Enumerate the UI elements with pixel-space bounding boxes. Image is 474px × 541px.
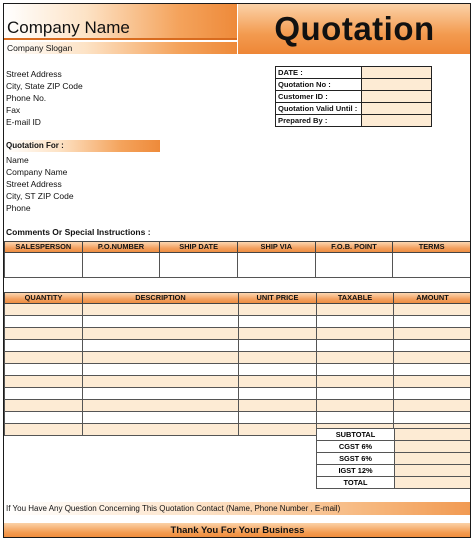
unit-price-cell[interactable] bbox=[239, 304, 317, 316]
company-phone: Phone No. bbox=[6, 93, 47, 103]
company-city-state-zip: City, State ZIP Code bbox=[6, 81, 83, 91]
shipping-row bbox=[5, 253, 471, 278]
total-value[interactable] bbox=[395, 477, 471, 489]
quotation-sheet bbox=[3, 3, 471, 538]
quantity-cell[interactable] bbox=[5, 328, 83, 340]
meta-label: Quotation Valid Until : bbox=[276, 103, 362, 115]
prepared-by-field[interactable] bbox=[362, 115, 432, 127]
quotation-meta-table bbox=[275, 66, 432, 127]
item-row bbox=[5, 340, 472, 352]
quantity-cell[interactable] bbox=[5, 412, 83, 424]
company-email: E-mail ID bbox=[6, 117, 41, 127]
unit-price-header: UNIT PRICE bbox=[239, 293, 317, 304]
amount-cell[interactable] bbox=[394, 316, 472, 328]
po-number-cell[interactable] bbox=[82, 253, 160, 278]
customer-company-name: Company Name bbox=[6, 167, 68, 177]
amount-cell[interactable] bbox=[394, 412, 472, 424]
unit-price-cell[interactable] bbox=[239, 412, 317, 424]
quotation-no-field[interactable] bbox=[362, 79, 432, 91]
item-row bbox=[5, 352, 472, 364]
description-cell[interactable] bbox=[83, 376, 239, 388]
item-row bbox=[5, 388, 472, 400]
taxable-cell[interactable] bbox=[317, 400, 394, 412]
item-row bbox=[5, 412, 472, 424]
company-name-bar bbox=[4, 4, 237, 40]
quantity-cell[interactable] bbox=[5, 376, 83, 388]
customer-phone: Phone bbox=[6, 203, 31, 213]
quantity-cell[interactable] bbox=[5, 316, 83, 328]
unit-price-cell[interactable] bbox=[239, 388, 317, 400]
customer-name: Name bbox=[6, 155, 29, 165]
ship-date-cell[interactable] bbox=[160, 253, 238, 278]
taxable-cell[interactable] bbox=[317, 316, 394, 328]
amount-header: AMOUNT bbox=[394, 293, 472, 304]
totals-row bbox=[317, 441, 471, 453]
ship-via-header: SHIP VIA bbox=[237, 242, 315, 253]
meta-row bbox=[276, 67, 432, 79]
quantity-cell[interactable] bbox=[5, 304, 83, 316]
description-cell[interactable] bbox=[83, 412, 239, 424]
quantity-cell[interactable] bbox=[5, 364, 83, 376]
unit-price-cell[interactable] bbox=[239, 340, 317, 352]
company-slogan: Company Slogan bbox=[7, 43, 73, 53]
unit-price-cell[interactable] bbox=[239, 400, 317, 412]
item-row bbox=[5, 376, 472, 388]
description-cell[interactable] bbox=[83, 328, 239, 340]
company-name: Company Name bbox=[7, 18, 130, 37]
taxable-cell[interactable] bbox=[317, 412, 394, 424]
item-row bbox=[5, 316, 472, 328]
description-cell[interactable] bbox=[83, 400, 239, 412]
amount-cell[interactable] bbox=[394, 304, 472, 316]
subtotal-label: SUBTOTAL bbox=[317, 429, 395, 441]
contact-bar bbox=[4, 502, 471, 515]
amount-cell[interactable] bbox=[394, 400, 472, 412]
quantity-cell[interactable] bbox=[5, 424, 83, 436]
shipping-header-row bbox=[5, 242, 471, 253]
taxable-cell[interactable] bbox=[317, 304, 394, 316]
document-title: Quotation bbox=[274, 10, 435, 47]
meta-row bbox=[276, 79, 432, 91]
contact-note: If You Have Any Question Concerning This Quotation Contact (Name, Phone Number , E-mail) bbox=[6, 504, 341, 513]
sgst-label: SGST 6% bbox=[317, 453, 395, 465]
taxable-header: TAXABLE bbox=[317, 293, 394, 304]
valid-until-field[interactable] bbox=[362, 103, 432, 115]
line-items-table bbox=[4, 292, 471, 436]
quotation-for-bar bbox=[4, 140, 160, 152]
subtotal-value[interactable] bbox=[395, 429, 471, 441]
company-street-address: Street Address bbox=[6, 69, 62, 79]
unit-price-cell[interactable] bbox=[239, 424, 317, 436]
meta-label: Quotation No : bbox=[276, 79, 362, 91]
customer-city-st-zip: City, ST ZIP Code bbox=[6, 191, 74, 201]
item-row bbox=[5, 400, 472, 412]
description-cell[interactable] bbox=[83, 388, 239, 400]
description-cell[interactable] bbox=[83, 340, 239, 352]
cgst-value[interactable] bbox=[395, 441, 471, 453]
title-box bbox=[238, 4, 471, 54]
description-cell[interactable] bbox=[83, 424, 239, 436]
taxable-cell[interactable] bbox=[317, 328, 394, 340]
ship-date-header: SHIP DATE bbox=[160, 242, 238, 253]
description-cell[interactable] bbox=[83, 304, 239, 316]
taxable-cell[interactable] bbox=[317, 376, 394, 388]
item-row bbox=[5, 304, 472, 316]
amount-cell[interactable] bbox=[394, 340, 472, 352]
amount-cell[interactable] bbox=[394, 388, 472, 400]
totals-row bbox=[317, 453, 471, 465]
fob-point-header: F.O.B. POINT bbox=[315, 242, 393, 253]
unit-price-cell[interactable] bbox=[239, 328, 317, 340]
sgst-value[interactable] bbox=[395, 453, 471, 465]
items-header-row bbox=[5, 293, 472, 304]
quantity-cell[interactable] bbox=[5, 340, 83, 352]
unit-price-cell[interactable] bbox=[239, 352, 317, 364]
cgst-label: CGST 6% bbox=[317, 441, 395, 453]
unit-price-cell[interactable] bbox=[239, 316, 317, 328]
meta-row bbox=[276, 91, 432, 103]
meta-row bbox=[276, 103, 432, 115]
totals-row bbox=[317, 465, 471, 477]
unit-price-cell[interactable] bbox=[239, 376, 317, 388]
amount-cell[interactable] bbox=[394, 328, 472, 340]
date-field[interactable] bbox=[362, 67, 432, 79]
ship-via-cell[interactable] bbox=[237, 253, 315, 278]
taxable-cell[interactable] bbox=[317, 352, 394, 364]
customer-street-address: Street Address bbox=[6, 179, 62, 189]
quantity-cell[interactable] bbox=[5, 400, 83, 412]
amount-cell[interactable] bbox=[394, 364, 472, 376]
meta-label: Prepared By : bbox=[276, 115, 362, 127]
taxable-cell[interactable] bbox=[317, 340, 394, 352]
fob-point-cell[interactable] bbox=[315, 253, 393, 278]
description-cell[interactable] bbox=[83, 352, 239, 364]
description-header: DESCRIPTION bbox=[83, 293, 239, 304]
salesperson-header: SALESPERSON bbox=[5, 242, 83, 253]
terms-header: TERMS bbox=[393, 242, 471, 253]
meta-row bbox=[276, 115, 432, 127]
terms-cell[interactable] bbox=[393, 253, 471, 278]
quotation-for-label: Quotation For : bbox=[6, 141, 64, 150]
igst-value[interactable] bbox=[395, 465, 471, 477]
taxable-cell[interactable] bbox=[317, 364, 394, 376]
totals-row bbox=[317, 477, 471, 489]
po-number-header: P.O.NUMBER bbox=[82, 242, 160, 253]
meta-label: DATE : bbox=[276, 67, 362, 79]
salesperson-cell[interactable] bbox=[5, 253, 83, 278]
company-slogan-bar bbox=[4, 42, 237, 54]
customer-id-field[interactable] bbox=[362, 91, 432, 103]
quantity-cell[interactable] bbox=[5, 352, 83, 364]
totals-row bbox=[317, 429, 471, 441]
amount-cell[interactable] bbox=[394, 352, 472, 364]
shipping-table bbox=[4, 241, 471, 278]
description-cell[interactable] bbox=[83, 364, 239, 376]
quantity-cell[interactable] bbox=[5, 388, 83, 400]
description-cell[interactable] bbox=[83, 316, 239, 328]
meta-label: Customer ID : bbox=[276, 91, 362, 103]
igst-label: IGST 12% bbox=[317, 465, 395, 477]
thanks-bar bbox=[4, 523, 471, 538]
totals-table bbox=[316, 428, 471, 489]
company-fax: Fax bbox=[6, 105, 21, 115]
amount-cell[interactable] bbox=[394, 376, 472, 388]
quantity-header: QUANTITY bbox=[5, 293, 83, 304]
comments-label: Comments Or Special Instructions : bbox=[6, 227, 151, 237]
item-row bbox=[5, 328, 472, 340]
thank-you-message: Thank You For Your Business bbox=[170, 525, 305, 536]
taxable-cell[interactable] bbox=[317, 388, 394, 400]
unit-price-cell[interactable] bbox=[239, 364, 317, 376]
item-row bbox=[5, 364, 472, 376]
total-label: TOTAL bbox=[317, 477, 395, 489]
